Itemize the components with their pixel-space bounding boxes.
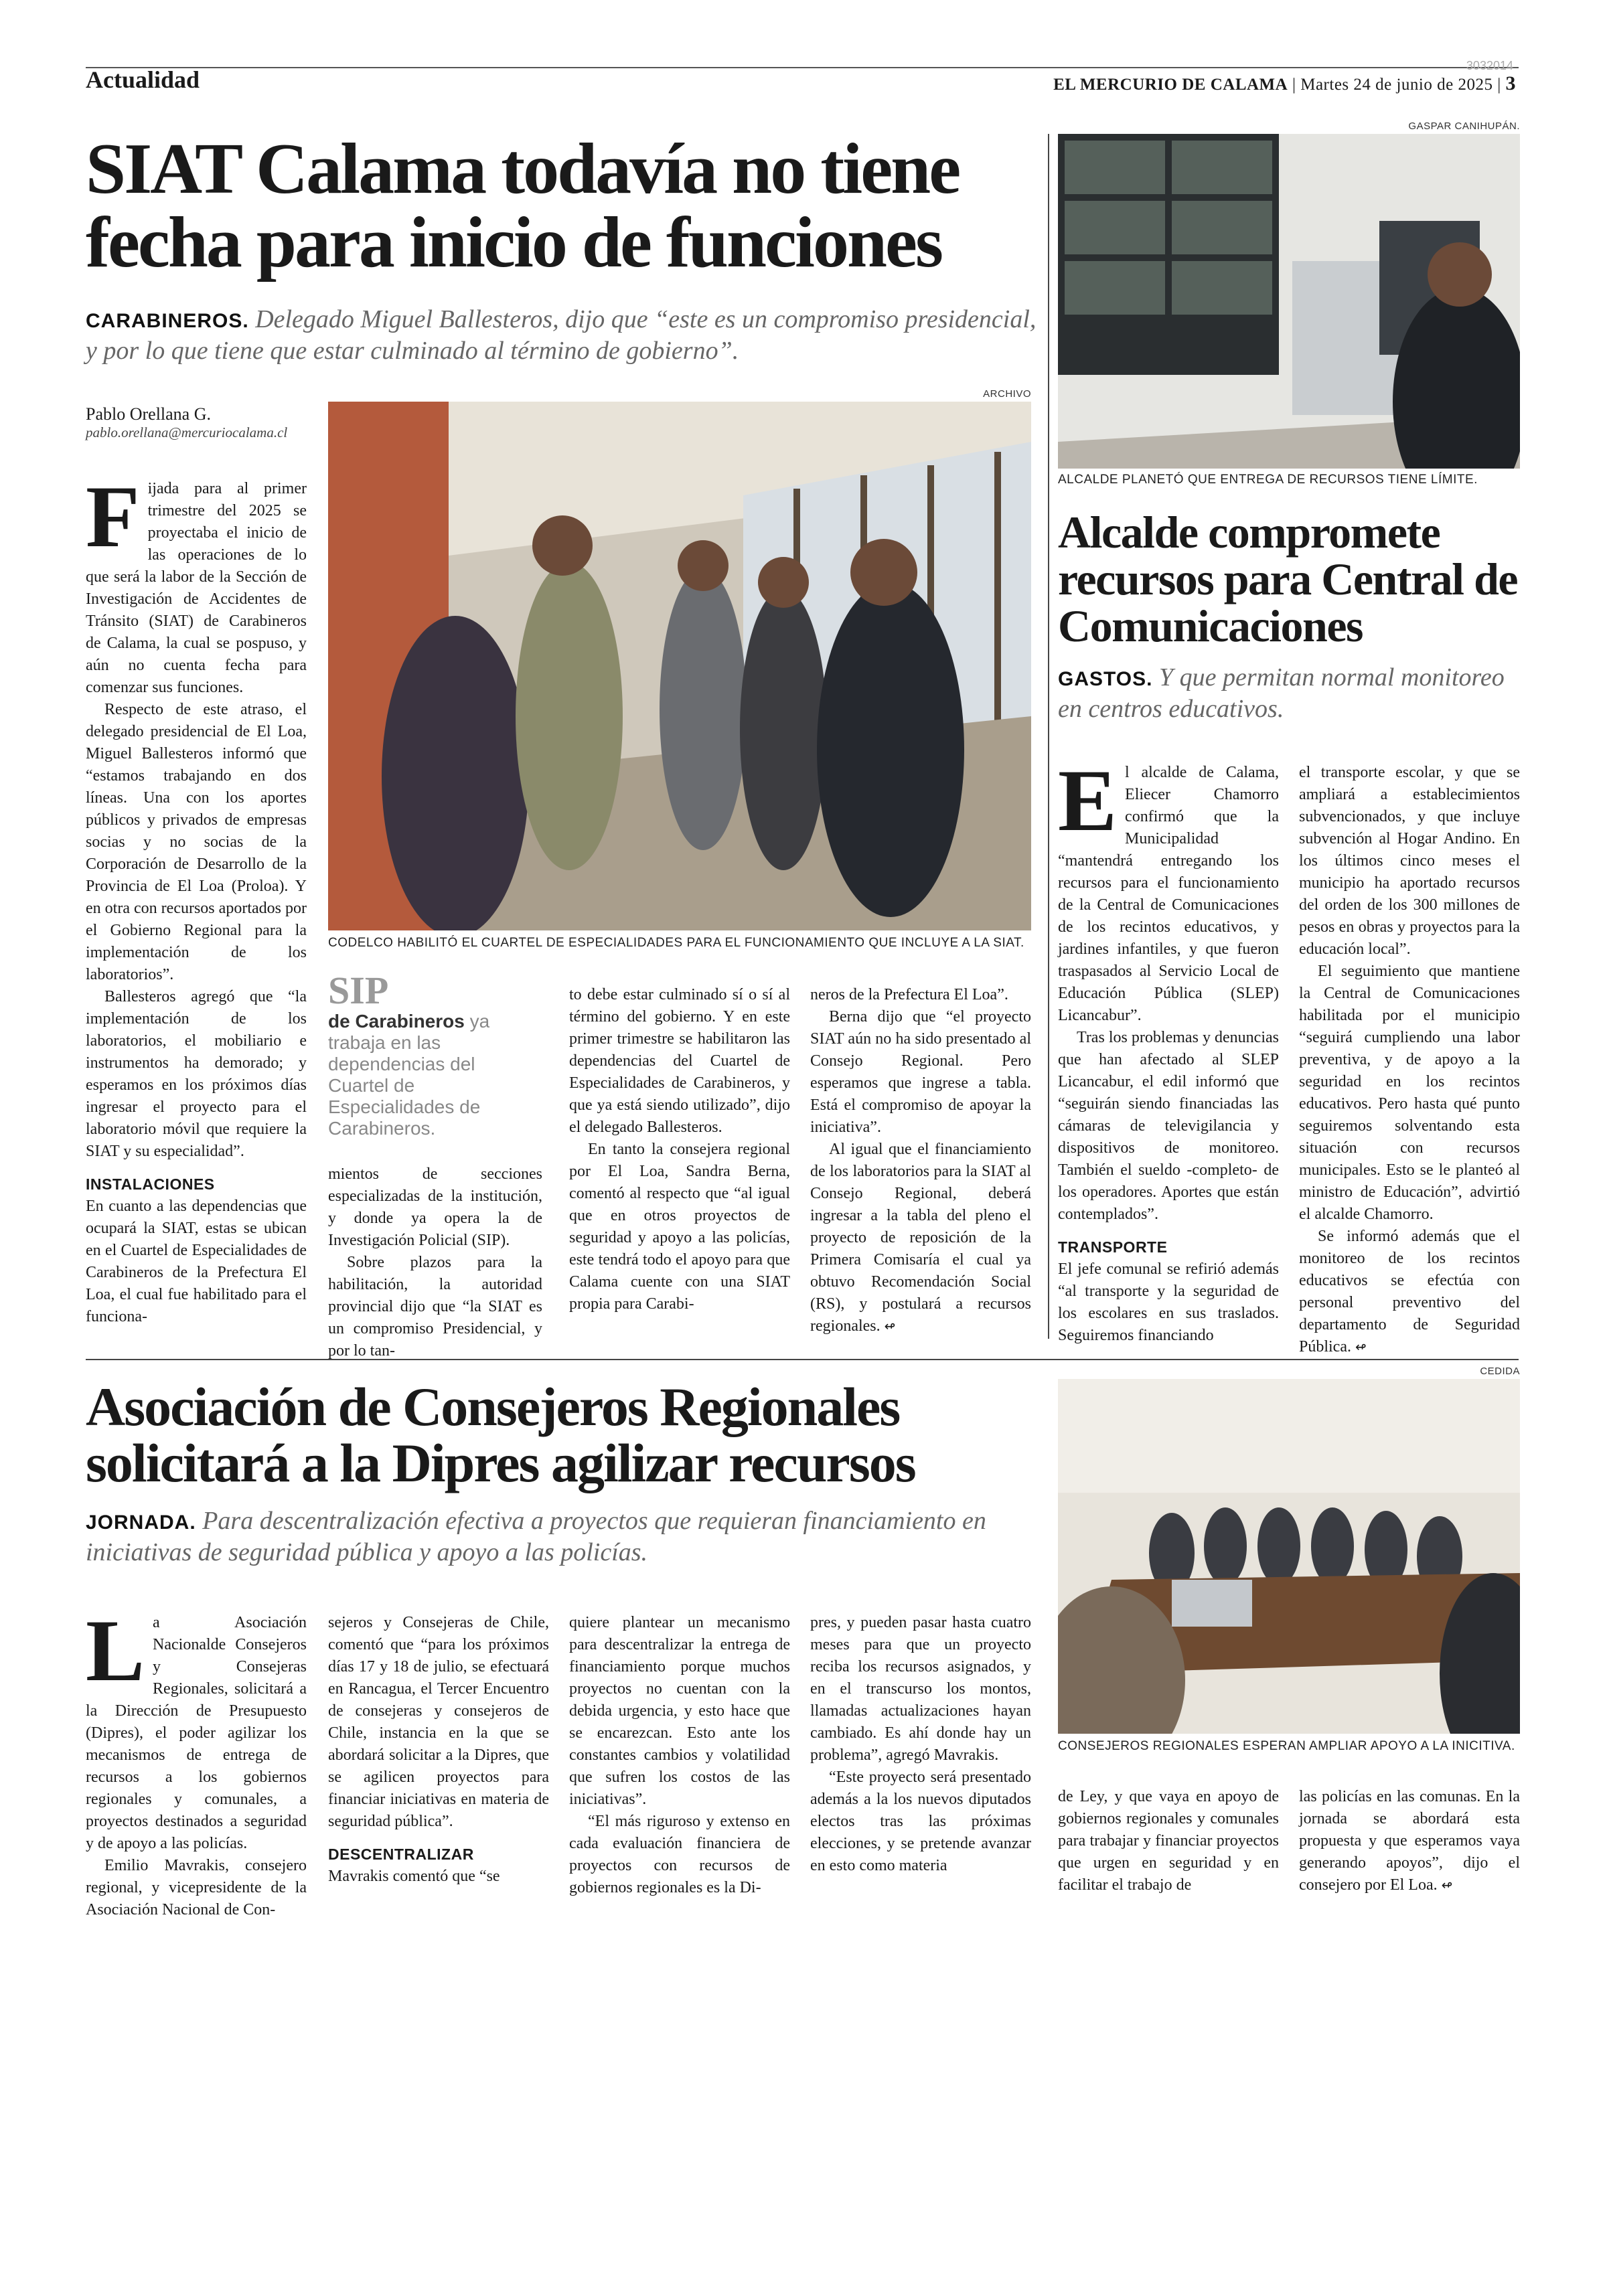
hallway-meeting-illustration [328, 402, 1031, 930]
stamp-mark: 3032014 [1466, 59, 1513, 72]
control-room-illustration [1058, 134, 1520, 469]
subhead: DESCENTRALIZAR [328, 1846, 474, 1863]
paragraph: de Ley, y que vaya en apoyo de gobiernos regionales y comunales para trabajar y financiar proyectos que urgen en seguridad y en facilitar el trabajo de [1058, 1788, 1279, 1894]
paragraph: En tanto la consejera regional por El Loa, Sandra Berna, comentó al respecto que “al igual que en otros proyectos de seguridad y apoyo a las policías, este tendrá todo el apoyo para que Calama cuente con una SIAT propia para Carabi- [569, 1141, 790, 1313]
column-divider [1048, 134, 1049, 1339]
article1-column-1 [86, 467, 307, 1328]
article2-photo [1058, 134, 1520, 469]
article2-deck: GASTOS. Y que permitan normal monitoreo en centros educativos. [1058, 663, 1505, 723]
pullquote-number: SIP [328, 969, 389, 1012]
paragraph: Se informó además que el monitoreo de los recintos educativos se efectúa con personal preventivo del departamento de Seguridad Pública. ↫ [1299, 1228, 1520, 1356]
article1-kicker: CARABINEROS. [86, 310, 249, 332]
paragraph: Mavrakis comentó que “se [328, 1868, 500, 1885]
article3-kicker: JORNADA. [86, 1511, 196, 1534]
end-of-article-icon: ↫ [1441, 1877, 1453, 1893]
paragraph: las policías en las comunas. En la jornada se abordará esta propuesta y que esperamos vaya generando apoyos”, dijo el consejero por El Loa. ↫ [1299, 1788, 1520, 1894]
article3-photo [1058, 1379, 1520, 1734]
article1-photo-caption: CODELCO HABILITÓ EL CUARTEL DE ESPECIALIDADES PARA EL FUNCIONAMIENTO QUE INCLUYE A LA SIAT. [328, 936, 1024, 950]
article1-column-3 [569, 984, 790, 1315]
paragraph: a Asociación Nacionalde Consejeros y Consejeras Regionales, solicitará a la Dirección de Presupuesto (Dipres), el poder agilizar los mecanismos de entrega de recursos a los gobiernos regionales y comunales, a proyectos destinados a seguridad y de apoyo a las policías. [86, 1614, 307, 1852]
paragraph: Al igual que el financiamiento de los laboratorios para la SIAT al Consejo Regional, deberá ingresar a la tabla del pleno el proyecto de reposición de la Primera Comisaría el cual ya obtuvo Recomendación Social (RS), y postulará a recursos regionales. ↫ [810, 1141, 1031, 1335]
article2-column-1 [1058, 751, 1279, 1347]
paragraph: Respecto de este atraso, el delegado presidencial de El Loa, Miguel Ballesteros informó que “estamos trabajando en dos líneas. Una con los aportes públicos y privados de empresas socias y no socias de la Corporación de Desarrollo de la Provincia de El Loa (Proloa). Y en otra con recursos aportados por el Gobierno Regional para la implementación de los laboratorios”. [86, 701, 307, 983]
paragraph: ijada para al primer trimestre del 2025 se proyectaba el inicio de las operaciones de lo que será la labor de la Sección de Investigación de Accidentes de Tránsito (SIAT) de Carabineros de Calama, la cual se pospuso, y aún no cuenta fecha para comenzar sus funciones. [86, 480, 307, 696]
council-meeting-illustration [1058, 1379, 1520, 1734]
paragraph: quiere plantear un mecanismo para descentralizar la entrega de financiamiento porque muchos proyectos no cuentan con la debida urgencia, y esto hace que se encarezcan. Esto ante los constantes cambios y volatilidad que sufren los costos de las iniciativas”. [569, 1614, 790, 1808]
paragraph: En cuanto a las dependencias que ocupará la SIAT, estas se ubican en el Cuartel de Especialidades de Carabineros de la Prefectura El Loa, el cual fue habilitado para el funciona- [86, 1198, 307, 1325]
end-of-article-icon: ↫ [884, 1318, 896, 1334]
paragraph: “Este proyecto será presentado además a la los nuevos diputados electos tras las próximas elecciones, y se pretende avanzar en esto como materia [810, 1769, 1031, 1874]
paragraph: neros de la Prefectura El Loa”. [810, 986, 1008, 1003]
drop-cap: E [1058, 751, 1118, 849]
drop-cap: L [86, 1601, 145, 1700]
paragraph: Emilio Mavrakis, consejero regional, y vicepresidente de la Asociación Nacional de Con- [86, 1857, 307, 1918]
section-label: Actualidad [86, 66, 200, 93]
paragraph: Ballesteros agregó que “la implementación de los laboratorios, el mobiliario e instrumentos ha demorado; y esperamos en los próximos días ingresar el proyecto para el laboratorio móvil que requiere la SIAT y su especialidad”. [86, 988, 307, 1160]
article-divider [86, 1359, 1519, 1360]
article3-column-5 [1058, 1786, 1279, 1896]
paragraph: l alcalde de Calama, Eliecer Chamorro confirmó que la Municipalidad “mantendrá entregando los recursos para el funcionamiento de la Central de Comunicaciones de los recintos educativos, y jardines infantiles, y que fueron traspasados al Servicio Local de Educación Pública (SLEP) Licancabur”. [1058, 764, 1279, 1024]
article3-photo-caption: CONSEJEROS REGIONALES ESPERAN AMPLIAR APOYO A LA INICITIVA. [1058, 1739, 1515, 1753]
article1-column-2 [328, 1163, 542, 1362]
article3-photo-credit: CEDIDA [1480, 1366, 1520, 1377]
article1-photo [328, 402, 1031, 930]
article2-kicker: GASTOS. [1058, 668, 1153, 690]
page-number: 3 [1505, 72, 1516, 94]
paragraph: mientos de secciones especializadas de la institución, y donde ya opera la de Investigación Policial (SIP). [328, 1165, 542, 1249]
masthead: EL MERCURIO DE CALAMA | Martes 24 de junio de 2025 | 3 [1053, 72, 1516, 94]
paragraph: “El más riguroso y extenso en cada evaluación financiera de proyectos con recursos de gobiernos regionales es la Di- [569, 1813, 790, 1896]
article3-column-1 [86, 1601, 307, 1921]
article3-column-4 [810, 1612, 1031, 1877]
author-name: Pablo Orellana G. [86, 404, 212, 424]
article1-pullquote: SIP de Carabineros ya trabaja en las dependencias del Cuartel de Especialidades de Carabineros. [328, 971, 536, 1139]
end-of-article-icon: ↫ [1355, 1339, 1367, 1355]
paragraph: pres, y pueden pasar hasta cuatro meses para que un proyecto reciba los recursos asignados, y en el transcurso los montos, llamadas actualizaciones hayan cambiado. Es ahí donde hay un problema”, agregó Mavrakis. [810, 1614, 1031, 1764]
article2-photo-caption: ALCALDE PLANETÓ QUE ENTREGA DE RECURSOS TIENE LÍMITE. [1058, 473, 1478, 487]
article2-column-2 [1299, 762, 1520, 1358]
author-email: pablo.orellana@mercuriocalama.cl [86, 424, 288, 440]
paragraph: El jefe comunal se refirió además “al transporte y la seguridad de los escolares en sus traslados. Seguiremos financiando [1058, 1260, 1279, 1344]
article1-headline: SIAT Calama todavía no tiene fecha para inicio de funciones [86, 129, 960, 282]
article2-photo-credit: GASPAR CANIHUPÁN. [1408, 120, 1520, 132]
article1-photo-credit: ARCHIVO [983, 388, 1031, 400]
paragraph: Berna dijo que “el proyecto SIAT aún no ha sido presentado al Consejo Regional. Pero esperamos que ingrese a tabla. Está el compromiso de apoyar la iniciativa”. [810, 1008, 1031, 1136]
paragraph: Tras los problemas y denuncias que han afectado al SLEP Licancabur, el edil informó que “seguirán siendo financiadas las cámaras de televigilancia y dispositivos de monitoreo. También el sueldo -completo- de los operadores. Aportes que están contemplados”. [1058, 1029, 1279, 1223]
header-rule [86, 67, 1519, 68]
paragraph: Sobre plazos para la habilitación, la autoridad provincial dijo que “la SIAT es un compromiso Presidencial, y por lo tan- [328, 1254, 542, 1360]
article1-column-4 [810, 984, 1031, 1337]
issue-date: Martes 24 de junio de 2025 [1300, 76, 1493, 94]
subhead: TRANSPORTE [1058, 1238, 1168, 1256]
paragraph: to debe estar culminado sí o sí al término del gobierno. Y en este primer trimestre se habilitaron las dependencias del Cuartel de Especialidades de Carabineros, y que ya está siendo utilizado”, dijo el delegado Ballesteros. [569, 986, 790, 1136]
article3-column-2 [328, 1612, 549, 1888]
article3-column-3 [569, 1612, 790, 1899]
paragraph: El seguimiento que mantiene la Central de Comunicaciones habilitada por el municipio “seguirá cumpliendo una labor preventiva, y de apoyo a la seguridad en los recintos educativos. Pero hasta qué punto seguiremos solventando esta situación con recursos municipales. Esto se le planteó al ministro de Educación”, advirtió el alcalde Chamorro. [1299, 963, 1520, 1223]
article1-byline [86, 404, 313, 441]
article2-headline: Alcalde compromete recursos para Central de Comunicaciones [1058, 507, 1518, 651]
newspaper-name: EL MERCURIO DE CALAMA [1053, 76, 1288, 94]
article3-deck: JORNADA. Para descentralización efectiva a proyectos que requieran financiamiento en iniciativas de seguridad pública y apoyo a las policías. [86, 1507, 986, 1566]
article3-headline: Asociación de Consejeros Regionales solicitará a la Dipres agilizar recursos [86, 1376, 915, 1493]
article3-column-6 [1299, 1786, 1520, 1896]
paragraph: el transporte escolar, y que se ampliará a establecimientos subvencionados, y que incluye subvención al Hogar Andino. En los últimos cinco meses el municipio ha aportado recursos del orden de los 300 millones de pesos en obras y proyectos para la educación local”. [1299, 764, 1520, 958]
pullquote-bold: de Carabineros [328, 1011, 465, 1032]
drop-cap: F [86, 467, 140, 566]
paragraph: sejeros y Consejeras de Chile, comentó que “para los próximos días 17 y 18 de julio, se efectuará en Rancagua, el Tercer Encuentro de consejeras y consejeros de Chile, instancia en la que se abordará solicitar a la Dipres, que se agilicen proyectos para financiar iniciativas en materia de seguridad pública”. [328, 1614, 549, 1830]
article1-deck: CARABINEROS. Delegado Miguel Ballesteros, dijo que “este es un compromiso presidencial, y por lo que tiene que estar culminado al término de gobierno”. [86, 305, 1037, 365]
subhead: INSTALACIONES [86, 1175, 215, 1193]
